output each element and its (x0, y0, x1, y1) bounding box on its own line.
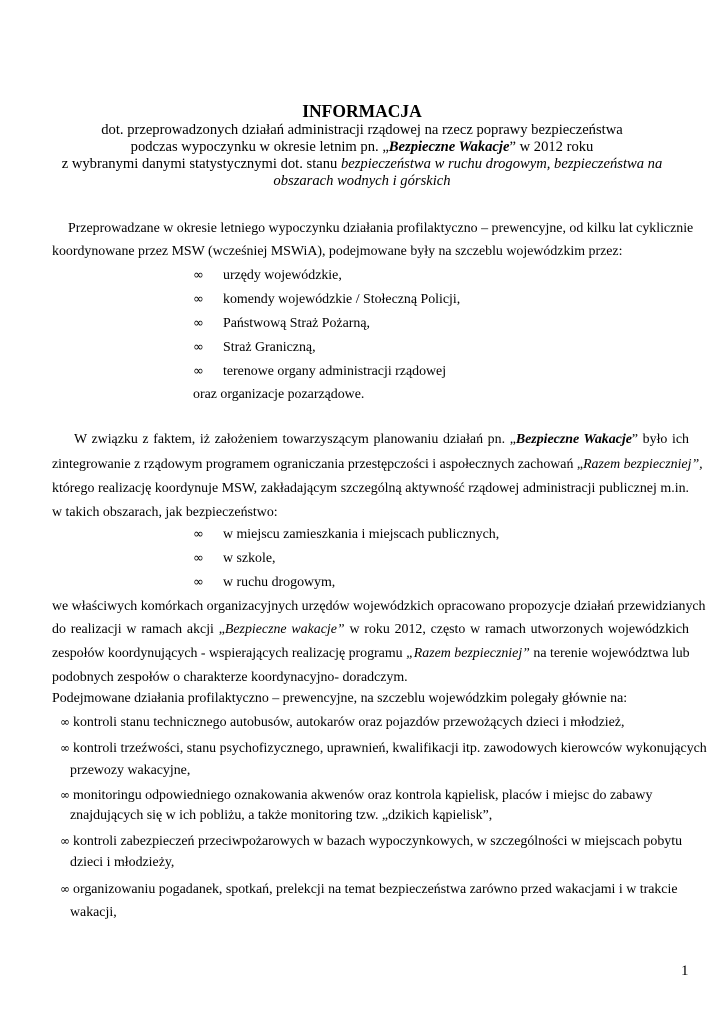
list-item: ∞ Państwową Straż Pożarną, (193, 316, 370, 331)
list-item: ∞ organizowaniu pogadanek, spotkań, prelekcji na temat bezpieczeństwa zarówno przed wakacjami i w trakcie (60, 882, 678, 897)
document-title: INFORMACJA (302, 101, 422, 121)
infinity-bullet-icon: ∞ (60, 834, 70, 848)
list-item: ∞ w szkole, (193, 551, 276, 566)
list-item-continuation: znajdujących się w ich pobliżu, a także monitoring tzw. „dzikich kąpielisk”, (70, 808, 493, 823)
list-item: ∞ terenowe organy administracji rządowej (193, 364, 447, 379)
para2-line-8: podobnych zespołów o charakterze koordynacyjno- doradczym. (52, 670, 408, 685)
para2-line-6: do realizacji w ramach akcji „Bezpieczne wakacje” w roku 2012, często w ramach utworzonych wojewódzkich (52, 622, 689, 637)
infinity-bullet-icon: ∞ (193, 340, 204, 355)
list-item: ∞ w ruchu drogowym, (193, 575, 336, 590)
list-item: ∞ kontroli stanu technicznego autobusów, autokarów oraz pojazdów przewożących dzieci i młodzież, (60, 715, 625, 730)
para2-line-3: którego realizację koordynuje MSW, zakładającym szczególną aktywność rządowej administracji publicznej m.in. (52, 481, 689, 496)
header-subtitle-line-4: obszarach wodnych i górskich (273, 173, 451, 189)
para2-line-7: zespołów koordynujących - wspierających realizację programu „Razem bezpieczniej” na terenie województwa lub (52, 646, 690, 661)
infinity-bullet-icon: ∞ (193, 551, 204, 566)
infinity-bullet-icon: ∞ (60, 741, 70, 755)
list-item-continuation: dzieci i młodzieży, (70, 855, 175, 870)
infinity-bullet-icon: ∞ (60, 788, 70, 802)
para2-line-4: w takich obszarach, jak bezpieczeństwo: (52, 505, 278, 520)
infinity-bullet-icon: ∞ (60, 715, 70, 729)
infinity-bullet-icon: ∞ (193, 268, 204, 283)
list-item: ∞ kontroli zabezpieczeń przeciwpożarowych w bazach wypoczynkowych, w szczególności w miejscach pobytu (60, 834, 683, 849)
infinity-bullet-icon: ∞ (193, 575, 204, 590)
list-item: ∞ Straż Graniczną, (193, 340, 316, 355)
list-item: ∞ komendy wojewódzkie / Stołeczną Policji, (193, 292, 461, 307)
para3-intro: Podejmowane działania profilaktyczno – prewencyjne, na szczeblu wojewódzkim polegały głównie na: (52, 691, 628, 706)
infinity-bullet-icon: ∞ (193, 292, 204, 307)
para2-line-2: zintegrowanie z rządowym programem ograniczania przestępczości i aspołecznych zachowań „Razem bezpieczniej”, (52, 457, 703, 472)
list-item-continuation: przewozy wakacyjne, (70, 763, 191, 778)
para1-tail: oraz organizacje pozarządowe. (193, 387, 365, 402)
list-item: ∞ kontroli trzeźwości, stanu psychofizycznego, uprawnień, kwalifikacji itp. zawodowych kierowców wykonujących (60, 741, 707, 756)
list-item: ∞ urzędy wojewódzkie, (193, 268, 342, 283)
infinity-bullet-icon: ∞ (193, 364, 204, 379)
para1-line-1: Przeprowadzane w okresie letniego wypoczynku działania profilaktyczno – prewencyjne, od kilku lat cyklicznie (68, 221, 694, 236)
list-item: ∞ w miejscu zamieszkania i miejscach publicznych, (193, 527, 500, 542)
para1-line-2: koordynowane przez MSW (wcześniej MSWiA), podejmowane były na szczeblu wojewódzkim przez: (52, 244, 623, 259)
infinity-bullet-icon: ∞ (60, 882, 70, 896)
infinity-bullet-icon: ∞ (193, 316, 204, 331)
para2-line-5: we właściwych komórkach organizacyjnych urzędów wojewódzkich opracowano propozycje działań przewidzianych (52, 599, 706, 614)
para2-line-1: W związku z faktem, iż założeniem towarzyszącym planowaniu działań pn. „Bezpieczne Wakacje” było ich (74, 432, 689, 447)
list-item: ∞ monitoringu odpowiedniego oznakowania akwenów oraz kontrola kąpielisk, placów i miejsc do zabawy (60, 788, 653, 803)
header-subtitle-line-2: podczas wypoczynku w okresie letnim pn. „Bezpieczne Wakacje” w 2012 roku (130, 139, 594, 155)
list-item-continuation: wakacji, (70, 905, 117, 920)
header-subtitle-line-1: dot. przeprowadzonych działań administracji rządowej na rzecz poprawy bezpieczeństwa (101, 122, 623, 138)
header-subtitle-line-3: z wybranymi danymi statystycznymi dot. stanu bezpieczeństwa w ruchu drogowym, bezpieczeństwa na (61, 156, 663, 172)
page-number: 1 (681, 963, 689, 979)
infinity-bullet-icon: ∞ (193, 527, 204, 542)
